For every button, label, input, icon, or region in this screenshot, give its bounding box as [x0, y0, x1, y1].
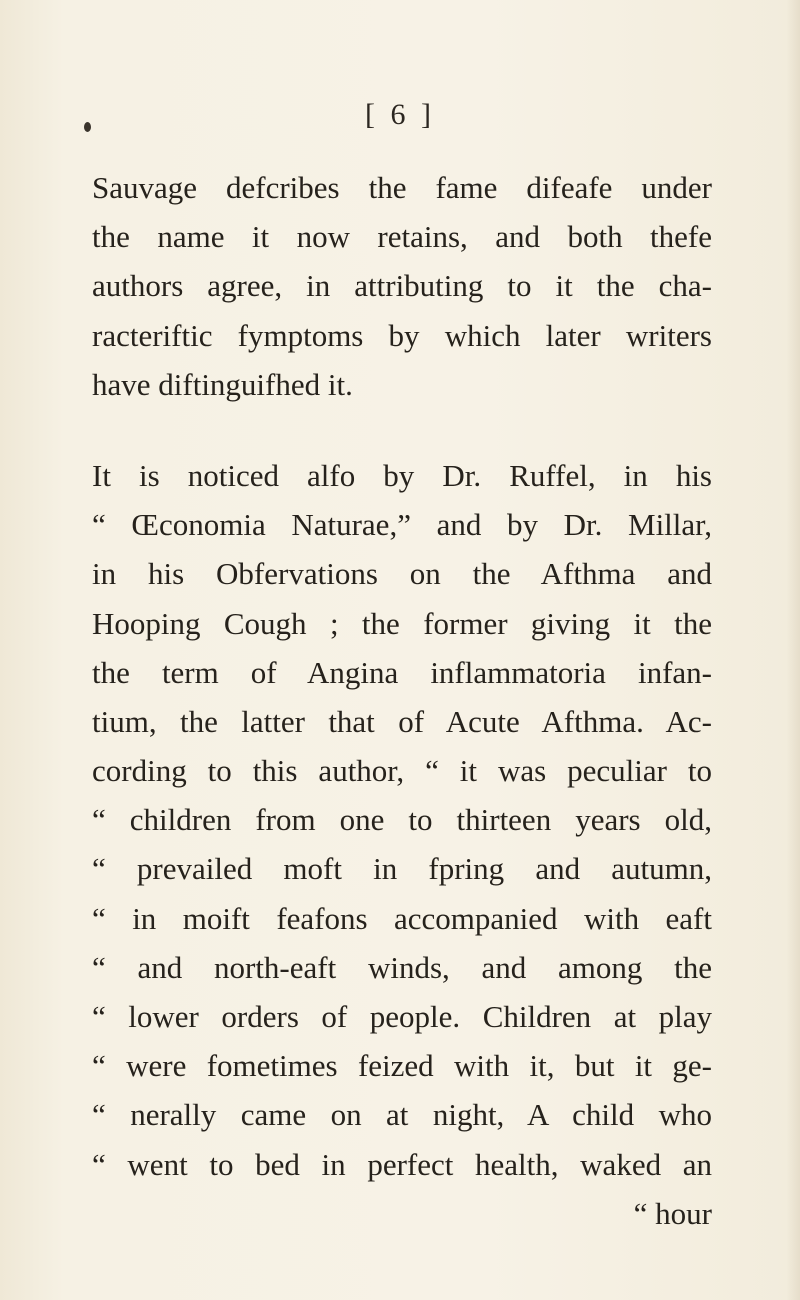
page-edge-shadow [786, 0, 800, 1300]
text-line: cording to this author, “ it was peculiar to [92, 753, 712, 789]
text-line: “ children from one to thirteen years old, [92, 802, 712, 838]
paragraph-2 [92, 451, 712, 1189]
text-line: “ nerally came on at night, A child who [92, 1097, 712, 1133]
text-line: authors agree, in attributing to it the cha- [92, 268, 712, 304]
text-line: racteriftic fymptoms by which later writers [92, 317, 712, 353]
text-line: the term of Angina inflammatoria infan- [92, 654, 712, 690]
page-number: [ 6 ] [365, 98, 435, 131]
text-line: have diftinguifhed it. [92, 366, 353, 402]
text-line: “ and north-eaft winds, and among the [92, 949, 712, 985]
text-line: “ were fometimes feized with it, but it ge- [92, 1048, 712, 1084]
text-line: “ went to bed in perfect health, waked an [92, 1146, 712, 1182]
body-text [92, 163, 712, 1238]
text-line: “ lower orders of people. Children at play [92, 999, 712, 1034]
text-line: It is noticed alfo by Dr. Ruffel, in his [92, 457, 712, 493]
text-line: in his Obfervations on the Afthma and [92, 556, 712, 592]
text-line: “ prevailed moft in fpring and autumn, [92, 851, 712, 887]
text-line: Hooping Cough ; the former giving it the [92, 605, 712, 641]
catchword: “ hour [633, 1195, 712, 1231]
text-line: the name it now retains, and both thefe [92, 219, 712, 255]
text-line: “ Œconomia Naturae,” and by Dr. Millar, [92, 507, 712, 543]
paragraph-1 [92, 163, 712, 409]
text-line: “ in moift feafons accompanied with eaft [92, 900, 712, 936]
text-line: tium, the latter that of Acute Afthma. Ac- [92, 703, 712, 739]
text-line: Sauvage defcribes the fame difeafe under [92, 170, 712, 205]
